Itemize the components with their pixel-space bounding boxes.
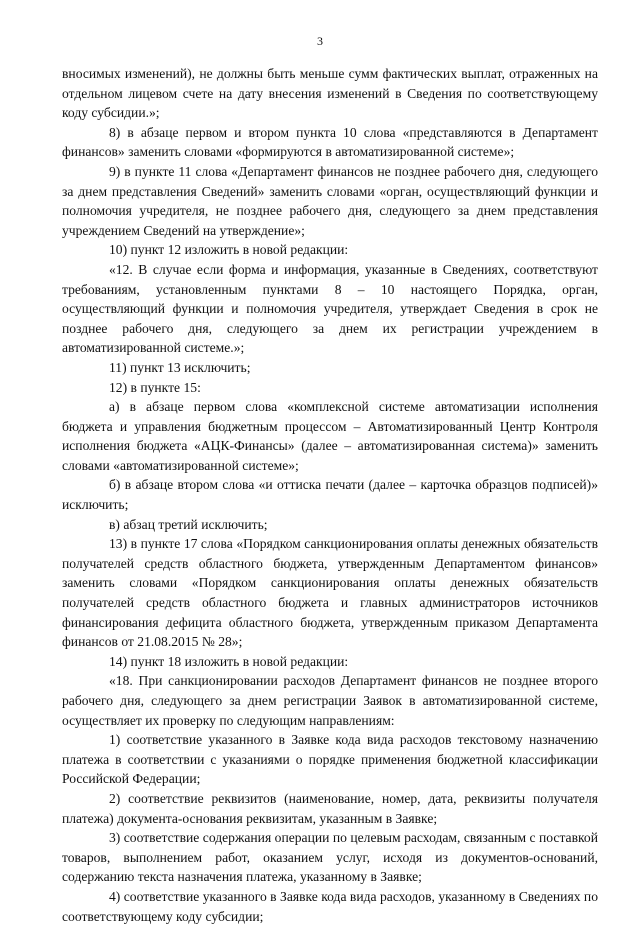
paragraph: вносимых изменений), не должны быть меньше сумм фактических выплат, отраженных на отдельном лицевом счете на дату внесения изменений в Сведения по соответствующему коду субсидии.»;: [62, 66, 598, 121]
paragraph: 2) соответствие реквизитов (наименование, номер, дата, реквизиты получателя платежа) документа-основания реквизитам, указанным в Заявке;: [62, 790, 598, 826]
paragraph: 12) в пункте 15:: [109, 379, 201, 395]
paragraph: «12. В случае если форма и информация, указанные в Сведениях, соответствуют требованиям, установленным пунктами 8 – 10 настоящего Порядка, орган, осуществляющий функции и полномочия учредителя, утверждает Сведения в срок не позднее рабочего дня, следующего за днем их регистрации учреждением в автоматизированной системе.»;: [62, 261, 598, 356]
paragraph: 10) пункт 12 изложить в новой редакции:: [109, 242, 349, 258]
paragraph: 13) в пункте 17 слова «Порядком санкционирования оплаты денежных обязательств получателей средств областного бюджета, утвержденным Департаментом финансов» заменить словами «Порядком санкционирования оплаты денежных обязательств получателей средств областного бюджета и главных администраторов источников финансирования дефицита областного бюджета, утвержденным приказом Департамента финансов от 21.08.2015 № 28»;: [62, 536, 598, 650]
paragraph: в) абзац третий исключить;: [109, 516, 268, 532]
document-body: [62, 64, 598, 926]
page-number: 3: [317, 34, 323, 48]
paragraph: 14) пункт 18 изложить в новой редакции:: [109, 653, 349, 669]
paragraph: 9) в пункте 11 слова «Департамент финансов не позднее рабочего дня, следующего за днем представления Сведений» заменить словами «орган, осуществляющий функции и полномочия учредителя, не позднее рабочего дня, следующего за днем представления учреждением Сведений на утверждение»;: [62, 163, 598, 238]
paragraph: «18. При санкционировании расходов Департамент финансов не позднее второго рабочего дня, следующего за днем регистрации Заявок в автоматизированной системе, осуществляет их проверку по следующим направлениям:: [62, 673, 598, 728]
paragraph: а) в абзаце первом слова «комплексной системе автоматизации исполнения бюджета и управления бюджетным процессом – Автоматизированный Центр Контроля исполнения бюджета «АЦК-Финансы» (далее – автоматизированная система)» заменить словами «автоматизированной системе»;: [62, 399, 598, 473]
paragraph: 4) соответствие указанного в Заявке кода вида расходов, указанному в Сведениях по соответствующему коду субсидии;: [62, 888, 598, 924]
paragraph: 3) соответствие содержания операции по целевым расходам, связанным с поставкой товаров, выполнением работ, оказанием услуг, исходя из документов-оснований, содержанию текста назначения платежа, указанному в Заявке;: [62, 830, 598, 885]
paragraph: б) в абзаце втором слова «и оттиска печати (далее – карточка образцов подписей)» исключить;: [62, 477, 598, 513]
paragraph: 8) в абзаце первом и втором пункта 10 слова «представляются в Департамент финансов» заменить словами «формируются в автоматизированной системе»;: [62, 124, 598, 160]
paragraph: 11) пункт 13 исключить;: [109, 359, 251, 375]
paragraph: 1) соответствие указанного в Заявке кода вида расходов текстовому назначению платежа в соответствии с указаниями о порядке применения бюджетной классификации Российской Федерации;: [62, 732, 598, 787]
